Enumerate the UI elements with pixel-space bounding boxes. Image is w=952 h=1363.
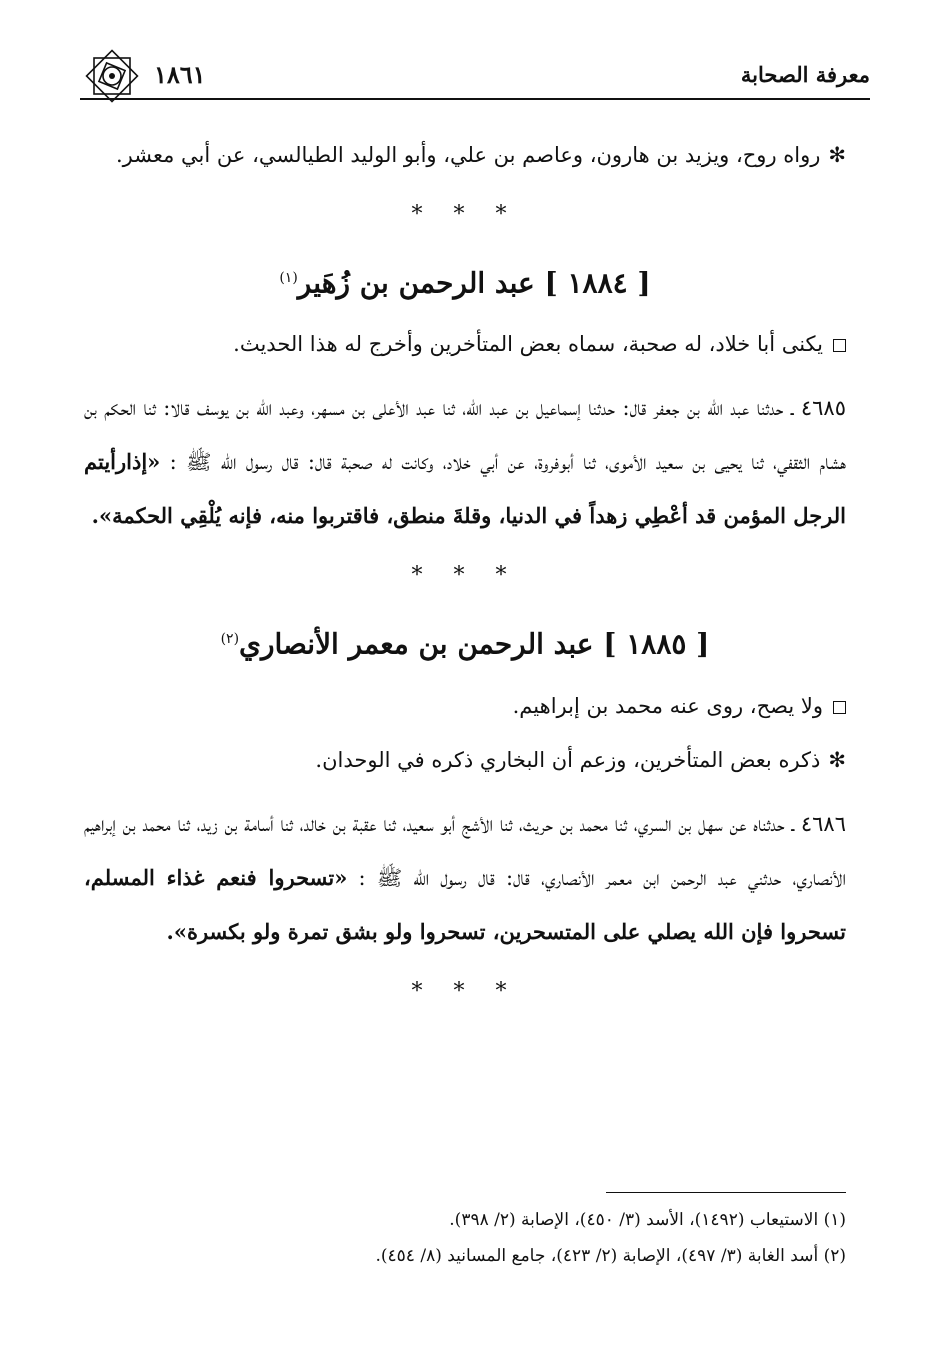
section-separator: * * * <box>411 202 519 227</box>
asterisk-icon: ✻ <box>828 747 846 772</box>
section-separator: * * * <box>411 978 519 1004</box>
hadith-4685: ٤٦٨٥ ـ حدثنا عبد الله بن جعفر قال: حدثنا إسماعيل بن عبد الله، ثنا عبد الأعلى بن مسهر، وعبد الله بن يوسف قالا: ثنا الحكم بن هشام الثقفي، ثنا يحيى بن سعيد الأموى، ثنا أبوفروة، عن أبي خلاد، وكانت له صحبة قال: قال رسول الله ﷺ : «إذارأيتم الرجل المؤمن قد أعْطِي زهداً في الدنيا، وقلةَ منطق، فاقتربوا منه، فإنه يُلْقِي الحكمة». <box>84 396 846 529</box>
entry-summary-1884: يكنى أبا خلاد، له صحبة، سماه بعض المتأخرين وأخرج له هذا الحديث. <box>84 317 846 371</box>
header-rule <box>80 98 870 100</box>
page-header <box>80 56 870 108</box>
square-bullet-icon <box>833 339 846 352</box>
footnote-ref: (١) <box>279 270 298 286</box>
footnote-rule <box>606 1192 846 1193</box>
hadith-text: «إذارأيتم الرجل المؤمن قد أعْطِي زهداً في الدنيا، وقلةَ منطق، فاقتربوا منه، فإنه يُلْقِي الحكمة». <box>84 449 846 529</box>
book-title: معرفة الصحابة <box>740 62 870 87</box>
entry-heading-1884: [ ١٨٨٤ ] عبد الرحمن بن زُهَير$^{(١)}$ <box>279 266 651 300</box>
footnotes <box>84 1202 846 1274</box>
hadith-4686: ٤٦٨٦ ـ حدثناه عن سهل بن السري، ثنا محمد بن حريث، ثنا الأشج أبو سعيد، ثنا عقبة بن خالد، ثنا أسامة بن زيد، ثنا محمد بن إبراهيم الأنصاري، حدثني عبد الرحمن ابن معمر الأنصاري، قال: قال رسول الله ﷺ : «تسحروا فنعم غذاء المسلم، تسحروا فإن الله يصلي على المتسحرين، تسحروا ولو بشق تمرة ولو بكسرة». <box>84 811 847 944</box>
footnote-2: (٢) أسد الغابة (٣/ ٤٩٧)، الإصابة (٢/ ٤٢٣)، جامع المسانيد (٨/ ٤٥٤). <box>375 1246 846 1266</box>
page-body <box>84 128 846 1025</box>
footnote-1: (١) الاستيعاب (١٤٩٢)، الأسد (٣/ ٤٥٠)، الإصابة (٢/ ٣٩٨). <box>449 1210 846 1230</box>
square-bullet-icon <box>833 701 846 714</box>
section-separator: * * * <box>411 563 519 589</box>
asterisk-icon: ✻ <box>828 143 846 167</box>
hadith-text: «تسحروا فنعم غذاء المسلم، تسحروا فإن الله يصلي على المتسحرين، تسحروا ولو بشق تمرة ولو بكسرة». <box>84 864 846 944</box>
entry-note-1885: ✻ذكره بعض المتأخرين، وزعم أن البخاري ذكره في الوحدان. <box>315 747 846 772</box>
entry-summary-1885: ولا يصح، روى عنه محمد بن إبراهيم. <box>84 679 846 733</box>
entry-heading-1885: [ ١٨٨٥ ] عبد الرحمن بن معمر الأنصاري$^{(٢)}$ <box>220 627 710 661</box>
intro-note: ✻رواه روح، ويزيد بن هارون، وعاصم بن علي، وأبو الوليد الطيالسي، عن أبي معشر. <box>115 143 846 167</box>
page-number: ١٨٦١ <box>154 60 206 89</box>
footnote-ref: (٢) <box>220 631 240 648</box>
